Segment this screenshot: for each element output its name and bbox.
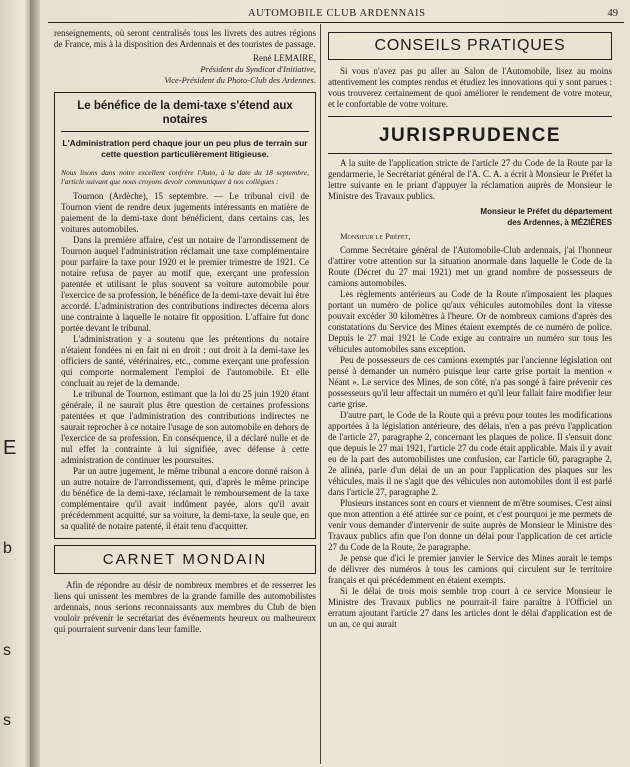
paragraph: Peu de possesseurs de ces camions exemptés par l'ancienne législation ont pensé à demander un numéro puisque leur carte grise portait la mention « Néant ». Le service des Mines, de son côté, n'a pas songé à faire prévenir ces possesseurs qu'il leur affectait un numéro et qu'il leur fallait faire modifier leur carte grise. bbox=[328, 355, 612, 409]
paragraph: Par un autre jugement, le même tribunal a encore donné raison à un autre notaire de l'arrondissement, qui, d'après le même principe du bénéfice de la demi-taxe, réclamait le remboursement de la taxe complémentaire qu'il avait indûment payée, alors qu'il avait précédemment acquitté, sur sa voiture, la demi-taxe, la seule que, en sa qualité de notaire patenté, il était tenu d'acquitter. bbox=[61, 466, 309, 531]
paragraph: Plusieurs instances sont en cours et viennent de m'être soumises. C'est ainsi que mon attention a été attirée sur ce point, et c'est pourquoi je me permets de venir vous demander d'intervenir de suite auprès de Monsieur le Ministre des Travaux publics afin que l'on donne un délai pour l'application de cet article 27 du Code de la Route, 2e paragraphe. bbox=[328, 498, 612, 552]
article-box-carnet bbox=[54, 545, 316, 574]
paragraph: L'administration y a soutenu que les prétentions du notaire n'étaient fondées ni en fait ni en droit ; out droit à la demi-taxe les officiers de santé, vétérinaires, etc., comme exerçant une profession qui comporte normalement l'emploi de l'automobile. Et elle concluait au rejet de la demande. bbox=[61, 334, 309, 388]
paragraph: Comme Secrétaire général de l'Automobile-Club ardennais, j'ai l'honneur d'attirer votre attention sur la situation anormale dans laquelle le Code de la Route (Décret du 27 mai 1921) met un grand nombre de possesseurs de camions automobiles. bbox=[328, 245, 612, 288]
left-column bbox=[54, 28, 316, 635]
article-intro: Nous lisons dans notre excellent confrère l'Auto, à la date du 18 septembre, l'article suivant que nous croyons devoir communiquer à nos collègues : bbox=[61, 168, 309, 186]
margin-fragment: s bbox=[3, 642, 11, 659]
signature-role: Président du Syndicat d'Initiative, bbox=[200, 64, 316, 74]
jurisprudence-section bbox=[328, 116, 612, 634]
salutation: Monsieur le Préfet, bbox=[340, 231, 411, 241]
paragraph: A la suite de l'application stricte de l'article 27 du Code de la Route par la gendarmerie, le Secrétariat général de l'A. C. A. a écrit à Monsieur le Préfet la lettre suivante en le priant d'appuyer la réclamation auprès de Monsieur le Ministre des Travaux publics. bbox=[328, 158, 612, 201]
article-subtitle: L'Administration perd chaque jour un peu plus de terrain sur cette question particulièrement litigieuse. bbox=[62, 138, 308, 159]
divider bbox=[328, 153, 612, 154]
article-title: Le bénéfice de la demi-taxe s'étend aux notaires bbox=[77, 100, 293, 126]
margin-fragment: E bbox=[3, 437, 17, 459]
paragraph: Tournon (Ardèche), 15 septembre. — Le tribunal civil de Tournon vient de rendre deux jugements intéressants en matière de paiement de la demi-taxe dont bénéficient, dans certains cas, les voitures automobiles. bbox=[61, 191, 309, 234]
paragraph: Afin de répondre au désir de nombreux membres et de resserrer les liens qui unissent les membres de la grande famille des automobilistes ardennais, nous serions reconnaissants aux membres du Club de bien vouloir prévenir le secrétariat des événements heureux ou malheureux qui pourraient survenir dans leur famille. bbox=[54, 580, 316, 634]
signature-name: René LEMAIRE, bbox=[253, 53, 316, 63]
article-box-conseils bbox=[328, 32, 612, 60]
margin-fragment: b bbox=[3, 540, 12, 557]
running-title: AUTOMOBILE CLUB ARDENNAIS bbox=[248, 8, 426, 19]
paragraph: Si vous n'avez pas pu aller au Salon de l'Automobile, lisez au moins attentivement les comptes rendus et étudiez les innovations qui y sont parues : vous trouverez certainement de quoi améliorer le rendement de votre moteur, et le confortable de votre voiture. bbox=[328, 66, 612, 109]
running-header bbox=[48, 6, 624, 23]
paragraph: Dans la première affaire, c'est un notaire de l'arrondissement de Tournon auquel l'administration réclamait une taxe complémentaire pour parfaire la taxe pour 1920 et le premier trimestre de 1921. Ce notaire refusa de payer au motif que, exerçant une profession patentée et utilisant le plus souvent sa voiture automobile pour l'exercice de sa profession, le bénéfice de la demi-taxe devait lui être accordé. L'administration des contributions indirectes décerna alors une contrainte à laquelle le notaire fit opposition. L'affaire fut donc portée devant le tribunal. bbox=[61, 235, 309, 333]
paragraph: D'autre part, le Code de la Route qui a prévu pour toutes les modifications apportées à la législation antérieure, des délais, n'en a pas prévu l'application de l'article 27, paragraphe 2, concernant les plaques de police. Il s'ensuit donc que depuis le 27 mai 1921, l'article 27 du code était applicable. Mais il y avait eu de la part des automobilistes une confusion, car l'article 60, paragraphe 2, 2e alinéa, parle d'un délai de un an pour l'application des plaques sur les véhicules, mais il ne s'agit que des véhicules non automobiles dont il est parlé dans l'article 27, paragraphe 2. bbox=[328, 410, 612, 497]
paragraph: Le tribunal de Tournon, estimant que la loi du 25 juin 1920 étant générale, il ne saurait plus être question de certaines professions patentées et que l'administration des contributions indirectes ne saurait reprocher à ce notaire l'usage de son automobile en dehors de l'exercice de sa profession. En conséquence, il a déclaré nulle et de nul effet la contrainte à lui signifiée, avec défense à cette administration de continuer les poursuites. bbox=[61, 389, 309, 465]
page-number: 49 bbox=[607, 8, 618, 19]
paragraph: Je pense que d'ici le premier janvier le Service des Mines aurait le temps de délivrer des numéros à tous les camions qui circulent sur le territoire français et qui précédemment en étaient exempts. bbox=[328, 553, 612, 585]
paragraph: Les règlements antérieurs au Code de la Route n'imposaient les plaques portant un numéro de police qu'aux véhicules automobiles dont la vitesse pouvait excéder 30 kilomètres à l'heure. Or de nombreux camions d'après des constatations du Service des Mines étaient exemptés de ce numéro de police. Depuis le 27 mai 1921 le Code exige au contraire un numéro sur tous les véhicules automobiles sans exception. bbox=[328, 289, 612, 354]
binding-gutter bbox=[30, 0, 40, 767]
signature-role: Vice-Président du Photo-Club des Ardennes. bbox=[164, 75, 316, 85]
margin-fragment: s bbox=[3, 712, 11, 729]
section-title: CARNET MONDAIN bbox=[102, 551, 268, 568]
right-column bbox=[328, 28, 612, 634]
section-title: JURISPRUDENCE bbox=[378, 125, 562, 146]
article-box-notaires bbox=[54, 92, 316, 539]
previous-page-edge bbox=[0, 0, 30, 767]
column-divider bbox=[320, 24, 321, 764]
section-title: CONSEILS PRATIQUES bbox=[374, 37, 566, 54]
address-line: Monsieur le Préfet du département bbox=[480, 207, 612, 216]
divider bbox=[61, 131, 309, 132]
paragraph: renseignements, où seront centralisés tous les livrets des autres régions de France, mis à la disposition des Ardennais et des touristes de passage. bbox=[54, 28, 316, 49]
paragraph: Si le délai de trois mois semble trop court à ce service Monsieur le Ministre des Travaux publics ne pourrait-il faire paraître à l'Officiel un erratum ajoutant l'article 27 dans les articles dont le délai d'application est de un an, ce qui aurait bbox=[328, 586, 612, 629]
address-line: des Ardennes, à MÉZIÈRES bbox=[507, 218, 612, 227]
